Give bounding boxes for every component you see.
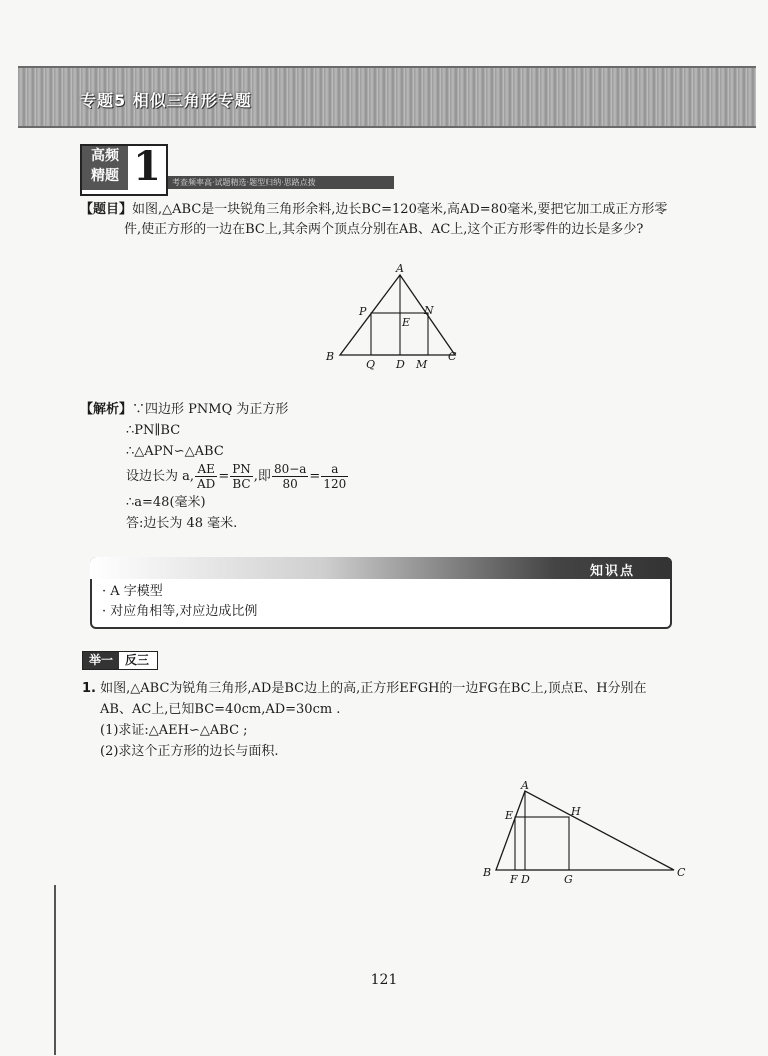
knowledge-header: [90, 557, 672, 579]
frac4-den: 120: [323, 477, 347, 491]
label-a-2: A: [521, 779, 529, 792]
frac1-num: AE: [195, 462, 217, 477]
solution-line4-mid: ,即: [253, 469, 271, 484]
solution-line5: ∴a=48(毫米): [126, 495, 206, 510]
label-g-2: G: [564, 873, 573, 886]
frac2-den: BC: [232, 477, 251, 491]
square-efgh: [515, 817, 569, 870]
label-e: E: [402, 316, 411, 329]
frac2-num: PN: [232, 462, 251, 476]
fraction-a-120: [321, 462, 348, 491]
chapter-title: 专题5 相似三角形专题: [80, 91, 252, 110]
label-a: A: [396, 262, 404, 275]
practice-tag-light: 反三: [124, 653, 149, 667]
figure-triangle-2: [478, 778, 693, 888]
triangle-abc-2: [496, 791, 674, 870]
label-p: P: [359, 305, 367, 318]
label-n: N: [424, 304, 434, 317]
fraction-pn-bc: [230, 462, 253, 491]
problem-label: 【题目】: [80, 202, 133, 217]
label-b-2: B: [483, 866, 492, 879]
label-q: Q: [366, 358, 376, 371]
practice-line4: (2)求这个正方形的边长与面积.: [100, 744, 279, 759]
solution-line4: 设边长为 a, $\frac{AE}{AD}$ = $\frac{PN}{BC}$ ,即 $\frac{80-a}{80}$ = $\frac{a}{120}$: [126, 462, 347, 491]
solution-line1: [80, 399, 288, 421]
solution-line4-prefix: 设边长为 a,: [126, 469, 195, 484]
triangle-abc: [340, 275, 455, 355]
practice-tag: [82, 651, 158, 670]
label-d-2: D: [521, 873, 530, 886]
badge-number: 1: [133, 143, 161, 190]
practice-tag-dark: 举一: [83, 652, 119, 669]
practice-text1: 如图,△ABC为锐角三角形,AD是BC边上的高,正方形EFGH的一边FG在BC上,顶点E、H分别在: [100, 681, 647, 696]
solution-line2: ∴PN∥BC: [126, 423, 181, 438]
label-c-2: C: [677, 866, 686, 879]
practice-line3: (1)求证:△AEH∽△ABC ;: [100, 723, 248, 738]
frac3-den: 80: [282, 477, 298, 491]
knowledge-item-2: · 对应角相等,对应边成比例: [102, 604, 258, 619]
label-m: M: [416, 358, 428, 371]
badge-tag: [82, 146, 128, 190]
problem-text1: 如图,△ABC是一块锐角三角形余料,边长BC=120毫米,高AD=80毫米,要把它加工成正方形零: [132, 202, 668, 217]
label-d: D: [396, 358, 405, 371]
problem-line2: 件,使正方形的一边在BC上,其余两个顶点分别在AB、AC上,这个正方形零件的边长是多少?: [124, 222, 644, 237]
practice-number: 1.: [82, 681, 96, 696]
solution-label: 【解析】: [80, 402, 133, 417]
frac4-num: a: [321, 462, 348, 477]
knowledge-title: 知识点: [590, 564, 636, 579]
label-b: B: [326, 350, 335, 363]
label-c: C: [448, 350, 457, 363]
page-number: 121: [370, 972, 398, 988]
label-f-2: F: [510, 873, 518, 886]
knowledge-item-1: · A 字模型: [102, 584, 163, 599]
frac1-den: AD: [197, 477, 216, 491]
solution-line6: 答:边长为 48 毫米.: [126, 516, 238, 531]
badge-strip: 考查频率高·试题精选·题型归纳·思路点拨: [168, 176, 394, 189]
fraction-ae-ad: [195, 462, 217, 491]
margin-line: [54, 885, 56, 1055]
label-h-2: H: [571, 805, 581, 818]
frac3-num: 80−a: [273, 462, 307, 476]
solution-text1: ∵四边形 PNMQ 为正方形: [132, 402, 289, 417]
practice-line1: [82, 678, 647, 700]
label-e-2: E: [505, 809, 514, 822]
practice-line2: AB、AC上,已知BC=40cm,AD=30cm .: [100, 702, 341, 717]
figure-triangle-1: [320, 260, 470, 375]
badge-tag-line2: 精题: [91, 168, 119, 184]
badge-tag-line1: 高频: [91, 148, 119, 164]
problem-line1: [80, 199, 667, 221]
solution-line3: ∴△APN∽△ABC: [126, 444, 224, 459]
fraction-80a-80: [272, 462, 308, 491]
